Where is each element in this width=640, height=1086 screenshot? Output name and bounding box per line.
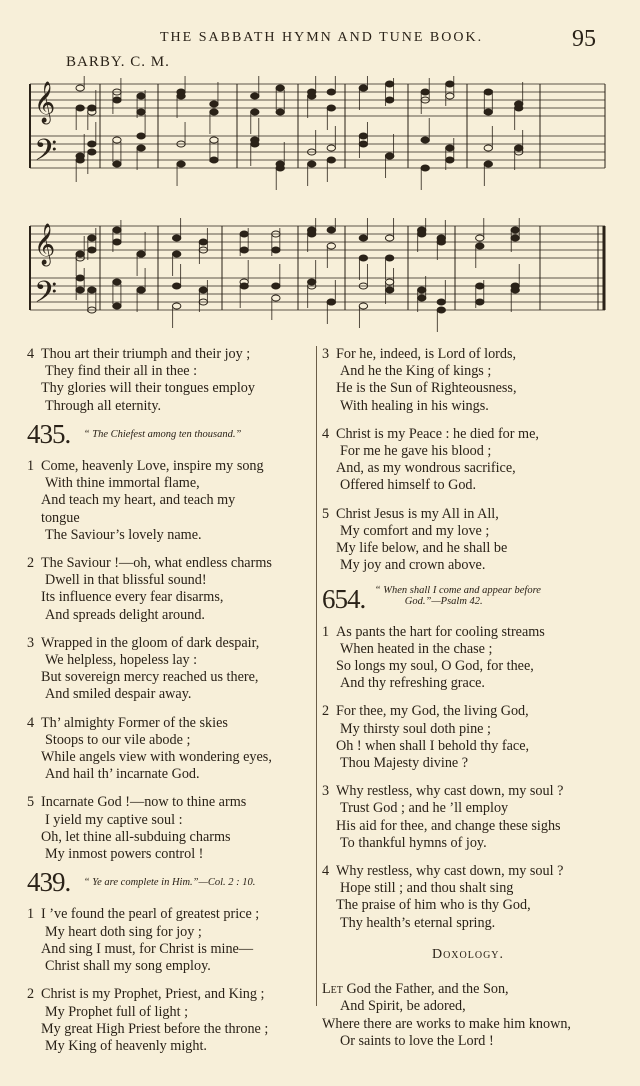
verse-line: The Saviour’s lovely name.: [45, 526, 202, 543]
doxology-line: Where there are works to make him known,: [322, 1015, 571, 1032]
verse-text: Why restless, why cast down, my soul ?: [336, 863, 564, 880]
verse-line: With thine immortal flame,: [45, 475, 200, 492]
note-head: [172, 303, 180, 309]
verse: [27, 555, 312, 624]
note-head: [276, 109, 284, 115]
note-head: [210, 109, 218, 115]
note-head: [88, 149, 96, 155]
doxology-line: And Spirit, be adored,: [340, 998, 466, 1015]
verse-line: And, as my wondrous sacrifice,: [336, 460, 516, 477]
note-head: [484, 161, 492, 167]
note-head: [476, 235, 484, 241]
hymn-number: 439.: [27, 867, 71, 898]
hymn-caption-line-2: God.”—Psalm 42.: [404, 596, 483, 608]
note-head: [113, 239, 121, 245]
note-head: [385, 81, 393, 87]
note-head: [421, 165, 429, 171]
verse-number: 1: [27, 458, 35, 475]
hymn-654-verses: [322, 624, 614, 932]
note-head: [359, 141, 367, 147]
note-head: [172, 251, 180, 257]
running-title: THE SABBATH HYMN AND TUNE BOOK.: [160, 30, 484, 45]
hymn-caption: “ The Chiefest among ten thousand.”: [83, 428, 242, 440]
verse-line: So longs my soul, O God, for thee,: [336, 658, 534, 675]
note-head: [251, 141, 259, 147]
note-head: [137, 251, 145, 257]
verse-line: And smiled despair away.: [45, 686, 192, 703]
verse-number: 2: [322, 703, 330, 720]
verse: [27, 906, 312, 975]
doxology-line: Or saints to love the Lord !: [340, 1032, 494, 1049]
verse-line: While angels view with wondering eyes,: [41, 749, 272, 766]
tune-name: BARBY. C. M.: [66, 54, 170, 70]
column-divider: [316, 346, 317, 1006]
verse-line: [27, 555, 312, 572]
verse-number: 2: [27, 555, 35, 572]
note-head: [327, 157, 335, 163]
verse-number: 3: [322, 783, 330, 800]
hymn-439-verses: [27, 906, 312, 1055]
verse-line: Thy glories will their tongues employ: [41, 380, 255, 397]
note-head: [272, 295, 280, 301]
hymn-caption-line-1: “ When shall I come and appear before: [374, 585, 541, 597]
verse-line: My inmost powers control !: [45, 846, 204, 863]
verse-text: Christ is my Peace : he died for me,: [336, 425, 539, 442]
verse: [27, 986, 312, 1055]
note-head: [240, 247, 248, 253]
note-head: [385, 279, 393, 285]
note-head: [484, 89, 492, 95]
verse-line: And he the King of kings ;: [340, 363, 492, 380]
verse-number: 2: [27, 986, 35, 1003]
note-head: [137, 93, 145, 99]
verse-line: My Prophet full of light ;: [45, 1003, 189, 1020]
note-head: [308, 161, 316, 167]
note-head: [210, 157, 218, 163]
note-head: [88, 235, 96, 241]
page-header: [0, 26, 640, 52]
note-head: [418, 287, 426, 293]
doxology-title: Doxology.: [431, 946, 505, 962]
note-head: [327, 89, 335, 95]
verse-line: Thy health’s eternal spring.: [340, 914, 496, 931]
hymn-654-heading: [322, 585, 614, 613]
verse-number: 5: [27, 794, 35, 811]
note-head: [418, 295, 426, 301]
verse-line: And teach my heart, and teach my: [41, 492, 236, 509]
verse: [27, 635, 312, 704]
verse-line: Its influence every fear disarms,: [41, 589, 224, 606]
doxology-line: Let God the Father, and the Son,: [322, 981, 509, 998]
note-head: [276, 165, 284, 171]
verse: [322, 426, 614, 495]
verse-line: Oh ! when shall I behold thy face,: [336, 737, 530, 754]
verse-text: Come, heavenly Love, inspire my song: [41, 458, 264, 475]
verse-line: They find their all in thee :: [45, 363, 198, 380]
hymn-435-heading: [27, 418, 312, 449]
note-head: [240, 231, 248, 237]
note-head: [113, 227, 121, 233]
note-head: [308, 227, 316, 233]
verse-line: Dwell in that blissful sound!: [45, 572, 207, 589]
verse-line: [322, 346, 614, 363]
note-head: [446, 145, 454, 151]
note-head: [327, 299, 335, 305]
verse-line: [27, 346, 312, 363]
note-head: [446, 93, 454, 99]
verse-text: As pants the hart for cooling streams: [336, 623, 545, 640]
verse-line: With healing in his wings.: [340, 397, 489, 414]
note-head: [385, 235, 393, 241]
verse-line: [322, 624, 614, 641]
note-head: [113, 137, 121, 143]
note-head: [76, 157, 84, 163]
verse-text: The Saviour !—oh, what endless charms: [41, 555, 272, 572]
verse-number: 4: [322, 863, 330, 880]
verse: [322, 703, 614, 772]
note-head: [88, 141, 96, 147]
verse-text: Thou art their triumph and their joy ;: [41, 346, 251, 362]
verse-line: Christ shall my song employ.: [45, 958, 211, 975]
verse-text: Incarnate God !—now to thine arms: [41, 794, 247, 811]
note-head: [437, 235, 445, 241]
note-head: [199, 287, 207, 293]
verse-number: 5: [322, 505, 330, 522]
hymn-435-verses: [27, 458, 312, 863]
note-head: [88, 105, 96, 111]
note-head: [359, 255, 367, 261]
note-head: [327, 243, 335, 249]
verse-line: The praise of him who is thy God,: [336, 897, 531, 914]
note-head: [172, 235, 180, 241]
verse-line: [27, 906, 312, 923]
note-head: [437, 307, 445, 313]
verse: [27, 715, 312, 784]
note-head: [421, 137, 429, 143]
verse: [27, 794, 312, 863]
note-head: [76, 251, 84, 257]
note-head: [276, 85, 284, 91]
note-head: [172, 283, 180, 289]
note-head: [251, 93, 259, 99]
note-head: [137, 145, 145, 151]
verse-text: Christ is my Prophet, Priest, and King ;: [41, 986, 265, 1003]
verse-line: My thirsty soul doth pine ;: [340, 720, 491, 737]
note-head: [272, 247, 280, 253]
note-head: [210, 137, 218, 143]
note-head: [177, 93, 185, 99]
verse-number: 4: [27, 714, 35, 731]
verse-text: Christ Jesus is my All in All,: [336, 505, 499, 522]
note-head: [511, 235, 519, 241]
note-head: [113, 97, 121, 103]
note-head: [327, 145, 335, 151]
verse: [322, 346, 614, 415]
verse-line: [27, 458, 312, 475]
verse: [322, 783, 614, 852]
note-head: [137, 133, 145, 139]
note-head: [137, 109, 145, 115]
verse-line: [27, 794, 312, 811]
verse-line: Trust God ; and he ’ll employ: [340, 800, 509, 817]
note-head: [476, 299, 484, 305]
verse-number: 1: [322, 623, 330, 640]
verse-line: [322, 863, 614, 880]
verse-line: Oh, let thine all-subduing charms: [41, 828, 231, 845]
treble-clef-icon: 𝄞: [34, 224, 56, 265]
note-head: [113, 279, 121, 285]
note-head: [272, 283, 280, 289]
note-head: [418, 227, 426, 233]
verse: [322, 506, 614, 575]
note-head: [476, 283, 484, 289]
note-head: [385, 97, 393, 103]
note-head: [484, 145, 492, 151]
verse-line: My life below, and he shall be: [336, 540, 508, 557]
note-head: [421, 89, 429, 95]
note-head: [113, 303, 121, 309]
verse-number: 4: [322, 425, 330, 442]
note-head: [446, 157, 454, 163]
verse-line: [322, 426, 614, 443]
verse-line: Through all eternity.: [45, 397, 162, 414]
verse-line: But sovereign mercy reached us there,: [41, 669, 259, 686]
verse-text: For thee, my God, the living God,: [336, 703, 529, 720]
verse-line: [322, 783, 614, 800]
verse-line: And thy refreshing grace.: [340, 675, 485, 692]
verse-line: [27, 986, 312, 1003]
left-column: [27, 346, 312, 1066]
note-head: [327, 105, 335, 111]
hymn-number: 435.: [27, 418, 71, 449]
note-head: [76, 85, 84, 91]
verse: [27, 346, 312, 415]
verse-line: My joy and crown above.: [340, 557, 486, 574]
verse-line: We helpless, hopeless lay :: [45, 652, 198, 669]
note-head: [199, 239, 207, 245]
music-score-system-2: [0, 218, 640, 338]
verse-line: My heart doth sing for joy ;: [45, 923, 202, 940]
note-head: [385, 287, 393, 293]
verse-line: tongue: [41, 509, 80, 526]
note-head: [359, 85, 367, 91]
verse-line: For me he gave his blood ;: [340, 443, 492, 460]
verse-text: Why restless, why cast down, my soul ?: [336, 783, 564, 800]
verse-line: To thankful hymns of joy.: [340, 834, 487, 851]
note-head: [515, 145, 523, 151]
verse-line: And hail th’ incarnate God.: [45, 766, 200, 783]
verse-line: Thou Majesty divine ?: [340, 755, 469, 772]
note-head: [88, 247, 96, 253]
verse-line: I yield my captive soul :: [45, 811, 183, 828]
verse-text: I ’ve found the pearl of greatest price ;: [41, 906, 260, 923]
note-head: [437, 299, 445, 305]
note-head: [88, 287, 96, 293]
verse-line: He is the Sun of Righteousness,: [336, 380, 517, 397]
hymn-caption: “ Ye are complete in Him.”—Col. 2 : 10.: [83, 877, 256, 889]
verse-line: When heated in the chase ;: [340, 640, 493, 657]
note-head: [515, 105, 523, 111]
verse-line: And spreads delight around.: [45, 606, 205, 623]
doxology-verse: [322, 981, 614, 1050]
note-head: [511, 227, 519, 233]
note-head: [76, 287, 84, 293]
verse-number: 4: [27, 346, 35, 362]
hymn-caption: [375, 585, 541, 607]
verse-line: Hope still ; and thou shalt sing: [340, 880, 514, 897]
verse-line: [27, 635, 312, 652]
verse-line: My King of heavenly might.: [45, 1037, 207, 1054]
verse-line: [27, 715, 312, 732]
verse: [322, 624, 614, 693]
verse: [322, 863, 614, 932]
note-head: [308, 93, 316, 99]
note-head: [385, 255, 393, 261]
treble-clef-icon: 𝄞: [34, 82, 56, 123]
music-score-system-1: [0, 76, 640, 196]
verses-prev-right: [322, 346, 614, 574]
verse-line: My great High Priest before the throne ;: [41, 1020, 269, 1037]
verse-line: Stoops to our vile abode ;: [45, 731, 191, 748]
verse-line: Offered himself to God.: [340, 477, 477, 494]
verses-prev-left: [27, 346, 312, 415]
verse-line: [322, 506, 614, 523]
note-head: [446, 81, 454, 87]
note-head: [76, 105, 84, 111]
verse-number: 3: [322, 346, 330, 362]
note-head: [511, 287, 519, 293]
verse: [27, 458, 312, 544]
note-head: [484, 109, 492, 115]
verse-line: My comfort and my love ;: [340, 522, 490, 539]
verse-text: For he, indeed, is Lord of lords,: [336, 346, 517, 362]
verse-line: [322, 703, 614, 720]
note-head: [251, 109, 259, 115]
verse-line: And sing I must, for Christ is mine—: [41, 940, 254, 957]
note-head: [385, 153, 393, 159]
note-head: [210, 101, 218, 107]
verse-line: His aid for thee, and change these sighs: [336, 817, 561, 834]
page-number: 95: [572, 26, 596, 52]
note-head: [76, 275, 84, 281]
right-column: [322, 346, 614, 1050]
verse-number: 3: [27, 634, 35, 651]
note-head: [113, 161, 121, 167]
note-head: [137, 287, 145, 293]
hymn-439-heading: [27, 867, 312, 898]
verse-text: Th’ almighty Former of the skies: [41, 714, 228, 731]
hymn-number: 654.: [322, 584, 366, 615]
note-head: [359, 235, 367, 241]
note-head: [476, 243, 484, 249]
note-head: [240, 283, 248, 289]
bass-clef-icon: 𝄢: [34, 134, 58, 175]
bass-clef-icon: 𝄢: [34, 276, 58, 317]
verse-number: 1: [27, 906, 35, 923]
note-head: [359, 303, 367, 309]
note-head: [359, 133, 367, 139]
note-head: [327, 227, 335, 233]
note-head: [177, 161, 185, 167]
verse-text: Wrapped in the gloom of dark despair,: [41, 634, 260, 651]
